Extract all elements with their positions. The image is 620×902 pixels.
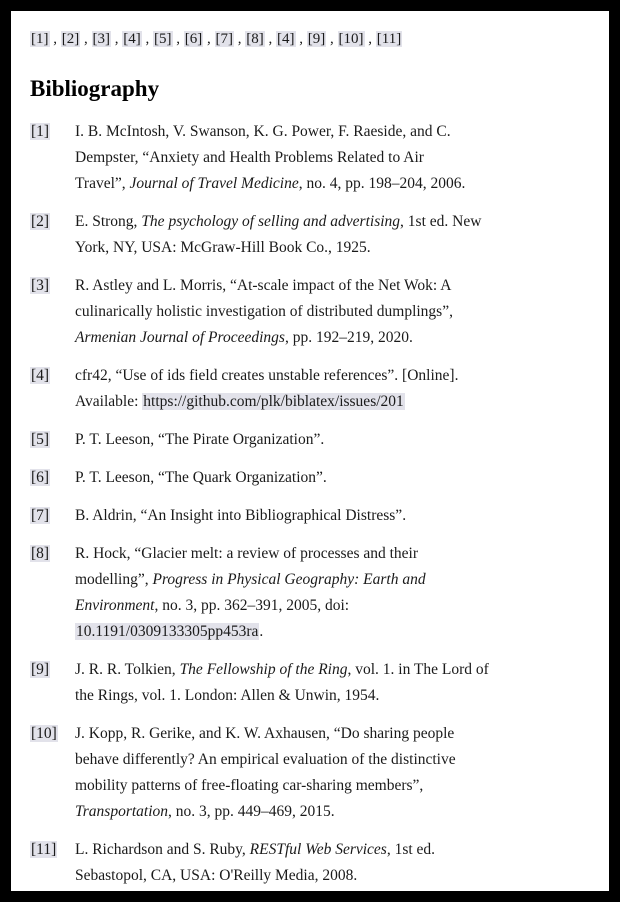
entry-text: I. B. McIntosh, V. Swanson, K. G. Power, F. Raeside, and C. <box>75 123 451 140</box>
citation-separator: , <box>114 31 123 47</box>
entry-line <box>75 363 591 389</box>
entry-label <box>30 541 75 567</box>
entry-body <box>75 363 591 415</box>
bibliography-entry <box>30 721 591 825</box>
entry-label-link[interactable]: [10] <box>31 725 57 742</box>
citation-separator: , <box>368 31 376 47</box>
entry-line <box>75 863 591 889</box>
citation-link[interactable]: [10] <box>338 31 364 47</box>
entry-italic-text: Journal of Travel Medicine <box>129 175 299 192</box>
entry-text: York, NY, USA: McGraw-Hill Book Co., 1925. <box>75 239 371 256</box>
citation-separator: , <box>268 31 276 47</box>
entry-body <box>75 541 591 645</box>
entry-label <box>30 273 75 299</box>
entry-label-link[interactable]: [3] <box>31 277 50 294</box>
citation-link[interactable]: [9] <box>307 31 326 47</box>
entry-line <box>75 427 591 453</box>
entry-label <box>30 657 75 683</box>
entry-italic-text: RESTful Web Services <box>249 841 387 858</box>
entry-line <box>75 503 591 529</box>
entry-body <box>75 209 591 261</box>
entry-label <box>30 503 75 529</box>
entry-body <box>75 427 591 453</box>
entry-line <box>75 567 591 593</box>
entry-link[interactable]: https://github.com/plk/biblatex/issues/201 <box>143 393 404 410</box>
entry-link[interactable]: 10.1191/0309133305pp453ra <box>76 623 259 640</box>
entry-text: P. T. Leeson, “The Pirate Organization”. <box>75 431 325 448</box>
entry-text: Dempster, “Anxiety and Health Problems Related to Air <box>75 149 424 166</box>
citation-line <box>30 29 591 49</box>
bibliography-list <box>30 119 591 889</box>
entry-text: Travel”, <box>75 175 130 192</box>
entry-text: , 1st ed. <box>386 841 436 858</box>
entry-body <box>75 273 591 351</box>
citation-link[interactable]: [8] <box>246 31 264 47</box>
entry-line <box>75 773 591 799</box>
entry-line <box>75 299 591 325</box>
entry-line <box>75 325 591 351</box>
entry-line <box>75 657 591 683</box>
entry-line <box>75 619 591 645</box>
entry-body <box>75 721 591 825</box>
citation-separator: , <box>330 31 338 47</box>
entry-text: , pp. 192–219, 2020. <box>284 329 413 346</box>
bibliography-entry <box>30 541 591 645</box>
citation-separator: , <box>84 31 92 47</box>
entry-line <box>75 799 591 825</box>
entry-text: culinarically holistic investigation of distributed dumplings”, <box>75 303 453 320</box>
bibliography-entry <box>30 657 591 709</box>
entry-italic-text: Transportation <box>75 803 169 820</box>
entry-text: , vol. 1. in The Lord of <box>347 661 489 678</box>
citation-link[interactable]: [5] <box>154 31 172 47</box>
entry-italic-text: Progress in Physical Geography: Earth and <box>152 571 426 588</box>
entry-italic-text: Armenian Journal of Proceedings <box>75 329 285 346</box>
entry-text: R. Hock, “Glacier melt: a review of processes and their <box>75 545 419 562</box>
entry-line <box>75 683 591 709</box>
entry-text: Sebastopol, CA, USA: O'Reilly Media, 2008. <box>75 867 358 884</box>
entry-label-link[interactable]: [5] <box>31 431 50 448</box>
entry-line <box>75 235 591 261</box>
entry-line <box>75 209 591 235</box>
entry-line <box>75 465 591 491</box>
entry-line <box>75 837 591 863</box>
entry-line <box>75 119 591 145</box>
bibliography-entry <box>30 119 591 197</box>
bibliography-entry <box>30 837 591 889</box>
entry-label-link[interactable]: [8] <box>31 545 50 562</box>
entry-label <box>30 837 75 863</box>
entry-text: , no. 3, pp. 362–391, 2005, doi: <box>154 597 350 614</box>
entry-line <box>75 171 591 197</box>
entry-italic-text: The Fellowship of the Ring <box>179 661 348 678</box>
entry-text: behave differently? An empirical evaluation of the distinctive <box>75 751 456 768</box>
entry-italic-text: Environment <box>75 597 155 614</box>
entry-line <box>75 389 591 415</box>
citation-link[interactable]: [7] <box>215 31 233 47</box>
bibliography-entry <box>30 273 591 351</box>
citation-link[interactable]: [3] <box>92 31 110 47</box>
entry-label-link[interactable]: [4] <box>31 367 50 384</box>
entry-italic-text: The psychology of selling and advertising <box>141 213 401 230</box>
citation-link[interactable]: [6] <box>184 31 203 47</box>
entry-text: . <box>259 623 264 640</box>
citation-separator: , <box>299 31 307 47</box>
entry-text: cfr42, “Use of ids field creates unstable references”. [Online]. <box>75 367 459 384</box>
entry-line <box>75 273 591 299</box>
entry-label-link[interactable]: [2] <box>31 213 50 230</box>
entry-text: , 1st ed. New <box>400 213 482 230</box>
citation-link[interactable]: [11] <box>376 31 402 47</box>
entry-line <box>75 541 591 567</box>
entry-label <box>30 363 75 389</box>
bibliography-entry <box>30 503 591 529</box>
entry-line <box>75 721 591 747</box>
entry-label <box>30 209 75 235</box>
entry-text: , no. 4, pp. 198–204, 2006. <box>298 175 466 192</box>
citation-separator: , <box>237 31 246 47</box>
citation-separator: , <box>176 31 184 47</box>
entry-line <box>75 747 591 773</box>
entry-label <box>30 427 75 453</box>
citation-link[interactable]: [1] <box>31 31 49 47</box>
citation-separator: , <box>145 31 153 47</box>
entry-label-link[interactable]: [9] <box>31 661 50 678</box>
entry-text: , no. 3, pp. 449–469, 2015. <box>168 803 335 820</box>
entry-label-link[interactable]: [11] <box>31 841 57 858</box>
entry-body <box>75 503 591 529</box>
entry-text: J. Kopp, R. Gerike, and K. W. Axhausen, “Do sharing people <box>75 725 455 742</box>
entry-text: B. Aldrin, “An Insight into Bibliographical Distress”. <box>75 507 407 524</box>
entry-text: the Rings, vol. 1. London: Allen & Unwin, 1954. <box>75 687 380 704</box>
entry-text: modelling”, <box>75 571 153 588</box>
entry-text: R. Astley and L. Morris, “At-scale impact of the Net Wok: A <box>75 277 452 294</box>
entry-label-link[interactable]: [7] <box>31 507 50 524</box>
entry-label-link[interactable]: [1] <box>31 123 50 140</box>
entry-label <box>30 721 75 747</box>
entry-line <box>75 593 591 619</box>
entry-text: L. Richardson and S. Ruby, <box>75 841 250 858</box>
citation-link[interactable]: [4] <box>277 31 295 47</box>
entry-text: mobility patterns of free-floating car-sharing members”, <box>75 777 424 794</box>
entry-text: Available: <box>75 393 143 410</box>
bibliography-entry <box>30 209 591 261</box>
entry-body <box>75 657 591 709</box>
entry-label <box>30 465 75 491</box>
bibliography-entry <box>30 363 591 415</box>
entry-label-link[interactable]: [6] <box>31 469 50 486</box>
entry-text: P. T. Leeson, “The Quark Organization”. <box>75 469 327 486</box>
entry-text: E. Strong, <box>75 213 142 230</box>
citation-link[interactable]: [4] <box>123 31 141 47</box>
bibliography-entry <box>30 427 591 453</box>
entry-body <box>75 837 591 889</box>
entry-line <box>75 145 591 171</box>
entry-body <box>75 465 591 491</box>
citation-link[interactable]: [2] <box>61 31 80 47</box>
citation-separator: , <box>53 31 61 47</box>
document-page <box>11 11 609 891</box>
citation-separator: , <box>207 31 215 47</box>
bibliography-heading: Bibliography <box>30 76 160 101</box>
entry-body <box>75 119 591 197</box>
entry-label <box>30 119 75 145</box>
bibliography-entry <box>30 465 591 491</box>
entry-text: J. R. R. Tolkien, <box>75 661 180 678</box>
